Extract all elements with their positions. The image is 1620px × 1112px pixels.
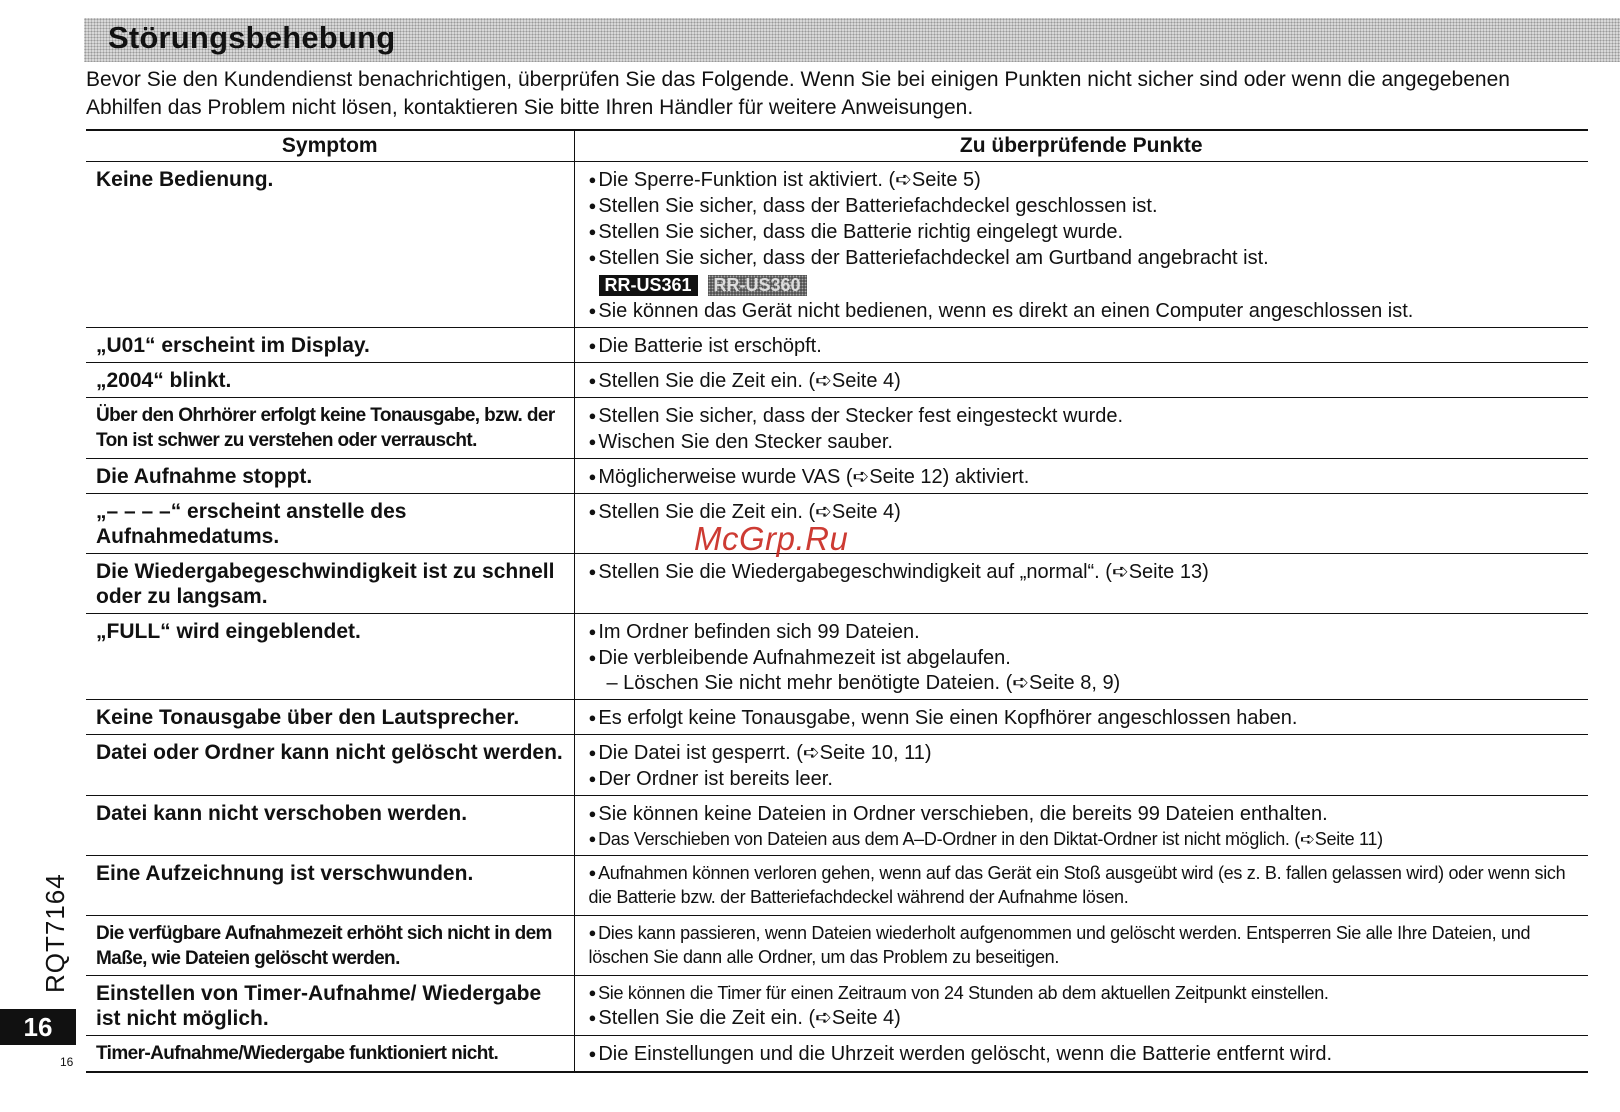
table-row [86,796,1588,856]
checks-cell [574,916,1588,976]
check-item: ● Stellen Sie sicher, dass der Batteriefachdeckel geschlossen ist. [589,193,1583,219]
check-item: ● Die Sperre-Funktion ist aktiviert. (➪Seite 5) [589,167,1583,193]
checks-cell [574,735,1588,796]
check-item: ● Stellen Sie sicher, dass der Stecker fest eingesteckt wurde. [589,403,1583,429]
checks-cell [574,162,1588,328]
check-item: ● Die Datei ist gesperrt. (➪Seite 10, 11) [589,740,1583,766]
check-item: ● Sie können die Timer für einen Zeitraum von 24 Stunden ab dem aktuellen Zeitpunkt einstellen. [589,981,1583,1005]
check-item: ● Wischen Sie den Stecker sauber. [589,429,1583,455]
page-number-small: 16 [60,1055,74,1069]
symptom-cell: „2004“ blinkt. [86,363,574,398]
checks-cell [574,328,1588,363]
symptom-cell: „– – – –“ erscheint anstelle des Aufnahmedatums. [86,494,574,554]
checks-cell [574,1036,1588,1072]
checks-cell [574,796,1588,856]
check-item: ● Sie können keine Dateien in Ordner verschieben, die bereits 99 Dateien enthalten. [589,801,1583,827]
checks-cell [574,554,1588,614]
symptom-cell: Die Wiedergabegeschwindigkeit ist zu schnell oder zu langsam. [86,554,574,614]
column-header-checks: Zu überprüfende Punkte [574,130,1588,162]
symptom-cell: Keine Tonausgabe über den Lautsprecher. [86,700,574,735]
check-item: ● Möglicherweise wurde VAS (➪Seite 12) aktiviert. [589,464,1583,490]
table-row [86,162,1588,328]
symptom-cell: Datei oder Ordner kann nicht gelöscht werden. [86,735,574,796]
model-tags [599,275,1583,297]
page-title: Störungsbehebung [108,20,396,55]
check-item: ● Das Verschieben von Dateien aus dem A–D-Ordner in den Diktat-Ordner ist nicht möglich. (➪Seite 11) [589,827,1583,851]
check-item: ● Der Ordner ist bereits leer. [589,766,1583,792]
check-item: ● Es erfolgt keine Tonausgabe, wenn Sie einen Kopfhörer angeschlossen haben. [589,705,1583,731]
watermark: McGrp.Ru [694,520,849,557]
checks-cell [574,976,1588,1036]
check-item: ● Aufnahmen können verloren gehen, wenn auf das Gerät ein Stoß ausgeübt wird (es z. B. fallen gelassen wird) oder wenn sich die Batterie bzw. der Batteriefachdeckel während der Aufnahme lösen. [589,861,1583,909]
symptom-cell: Datei kann nicht verschoben werden. [86,796,574,856]
model-badge-rr-us361: RR-US361 [599,275,698,296]
table-row [86,976,1588,1036]
table-row [86,856,1588,916]
check-item: ● Stellen Sie die Zeit ein. (➪Seite 4) [589,1005,1583,1031]
check-item: ● Stellen Sie sicher, dass der Batteriefachdeckel am Gurtband angebracht ist. [589,245,1583,271]
checks-cell [574,459,1588,494]
check-item: ● Stellen Sie die Wiedergabegeschwindigkeit auf „normal“. (➪Seite 13) [589,559,1583,585]
table-row [86,614,1588,700]
symptom-cell: Timer-Aufnahme/Wiedergabe funktioniert nicht. [86,1036,574,1072]
check-subitem: – Löschen Sie nicht mehr benötigte Dateien. (➪Seite 8, 9) [606,672,1121,694]
symptom-cell: Die verfügbare Aufnahmezeit erhöht sich nicht in dem Maße, wie Dateien gelöscht werden. [86,916,574,976]
table-row [86,735,1588,796]
troubleshooting-table [86,129,1588,1073]
check-item: ● Stellen Sie sicher, dass die Batterie richtig eingelegt wurde. [589,219,1583,245]
table-row [86,459,1588,494]
model-badge-rr-us360: RR-US360 [708,275,807,296]
symptom-cell: „FULL“ wird eingeblendet. [86,614,574,700]
symptom-cell: Einstellen von Timer-Aufnahme/ Wiedergabe ist nicht möglich. [86,976,574,1036]
table-row [86,554,1588,614]
check-item: ● Stellen Sie die Zeit ein. (➪Seite 4) [589,499,1583,525]
check-item: ● Dies kann passieren, wenn Dateien wiederholt aufgenommen und gelöscht werden. Entsperren Sie alle Ihre Dateien, und löschen Sie dann alle Ordner, um das Problem zu beseitigen. [589,921,1583,969]
check-item: ● Die Batterie ist erschöpft. [589,333,1583,359]
table-row [86,328,1588,363]
table-row [86,700,1588,735]
table-row [86,1036,1588,1072]
symptom-cell: „U01“ erscheint im Display. [86,328,574,363]
table-row [86,916,1588,976]
check-item: ● Stellen Sie die Zeit ein. (➪Seite 4) [589,368,1583,394]
check-item: ● Sie können das Gerät nicht bedienen, wenn es direkt an einen Computer angeschlossen ist. [589,298,1583,324]
checks-cell [574,856,1588,916]
check-item: ● Im Ordner befinden sich 99 Dateien. [589,619,1583,645]
document-code: RQT7164 [40,873,70,993]
page-number-badge: 16 [0,1009,76,1045]
symptom-cell: Eine Aufzeichnung ist verschwunden. [86,856,574,916]
column-header-symptom: Symptom [86,130,574,162]
intro-text: Bevor Sie den Kundendienst benachrichtigen, überprüfen Sie das Folgende. Wenn Sie bei einigen Punkten nicht sicher sind oder wenn die angegebenen Abhilfen das Problem nicht lösen, kontaktieren Sie bitte Ihren Händler für weitere Anweisungen. [86,68,1510,119]
checks-cell [574,614,1588,700]
checks-cell [574,700,1588,735]
checks-cell [574,363,1588,398]
table-row [86,398,1588,459]
symptom-cell: Die Aufnahme stoppt. [86,459,574,494]
checks-cell [574,398,1588,459]
table-header-row [86,130,1588,162]
symptom-cell: Über den Ohrhörer erfolgt keine Tonausgabe, bzw. der Ton ist schwer zu verstehen oder verrauscht. [86,398,574,459]
check-item: ● Die verbleibende Aufnahmezeit ist abgelaufen. [589,645,1583,671]
check-item: ● Die Einstellungen und die Uhrzeit werden gelöscht, wenn die Batterie entfernt wird. [589,1041,1583,1067]
table-row [86,363,1588,398]
symptom-cell: Keine Bedienung. [86,162,574,328]
